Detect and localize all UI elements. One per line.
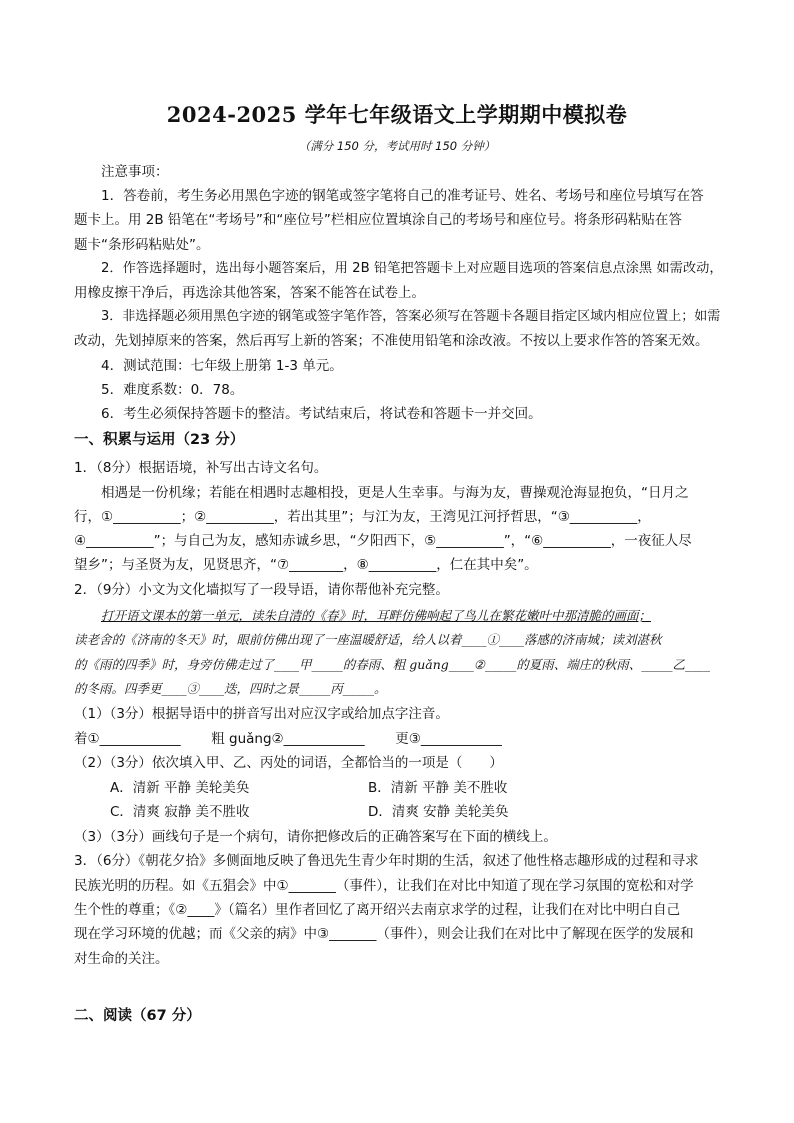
notes-line: 4．测试范围：七年级上册第 1-3 单元。: [101, 358, 343, 374]
q3-line: 对生命的关注。: [74, 951, 169, 967]
q2-stem: 2．（9分）小文为文化墙拟写了一段导语，请你帮他补充完整。: [74, 582, 449, 598]
exam-subtitle: （满分 150 分，考试用时 150 分钟）: [298, 139, 496, 153]
notes-line: 1．答卷前，考生务必用黑色字迹的钢笔或签字笔将自己的准考证号、姓名、考场号和座位号填写在答: [101, 188, 704, 204]
option-c[interactable]: C．清爽 寂静 美不胜收: [110, 804, 250, 820]
q2-option-row: [110, 802, 725, 822]
q3-line: 3．（6分）《朝花夕拾》多侧面地反映了鲁迅先生青少年时期的生活，叙述了他性格志趣形成的过程和寻求: [74, 853, 699, 869]
notes-line: 改动，先划掉原来的答案，然后再写上新的答案；不准使用铅笔和涂改液。不按以上要求作答的答案无效。: [74, 333, 709, 349]
fill-blank-1[interactable]: 着①____________: [74, 731, 181, 747]
notes-line: 5．难度系数：0．78。: [101, 382, 244, 398]
notes-line: 题卡上。用 2B 铅笔在“考场号”和“座位号”栏相应位置填涂自己的考场号和座位号。将条形码粘贴在答: [74, 212, 682, 228]
q1-stem: 1．（8分）根据语境，补写出古诗文名句。: [74, 460, 328, 476]
exam-title: 2024-2025 学年七年级语文上学期期中模拟卷: [166, 102, 628, 127]
q2-sub1: （1）（3分）根据导语中的拼音写出对应汉字或给加点字注音。: [74, 706, 449, 722]
q2-option-row: [110, 778, 725, 798]
option-b[interactable]: B．清新 平静 美不胜收: [368, 780, 508, 796]
q3-line: 现在学习环境的优越；而《父亲的病》中③_______（事件），则会让我们在对比中了解现在医学的发展和: [74, 926, 694, 942]
notes-line: 2．作答选择题时，选出每小题答案后，用 2B 铅笔把答题卡上对应题目选项的答案信息点涂黑 如需改动，: [101, 261, 723, 276]
q1-line: ④__________”；与自己为友，感知赤诚乡思，“夕阳西下，⑤__________”，“⑥__________，一夜征人尽: [74, 533, 692, 549]
q1-line: 行，①__________；②__________，若出其里”；与江为友，王湾见江河抒哲思，“③__________，: [74, 509, 651, 525]
option-d[interactable]: D．清爽 安静 美轮美奂: [368, 804, 509, 820]
q2-fill-row: [74, 729, 724, 749]
section1-heading: 一、积累与运用（23 分）: [74, 432, 245, 448]
option-a[interactable]: A．清新 平静 美轮美奂: [110, 780, 250, 796]
q2-sub2: （2）（3分）依次填入甲、乙、丙处的词语，全都恰当的一项是（ ）: [74, 755, 503, 771]
q2-passage-line: [101, 606, 725, 626]
notes-heading: 注意事项：: [101, 164, 169, 180]
fill-blank-3[interactable]: 更③____________: [395, 731, 502, 747]
section2-heading: 二、阅读（67 分）: [74, 1008, 201, 1024]
notes-line: 题卡“条形码粘贴处”。: [74, 237, 210, 253]
q2-passage-line: 的《雨的四季》时，身旁仿佛走过了____甲_____的春雨、粗 guǎng____②_____的夏雨、端庄的秋雨、_____乙____: [74, 657, 710, 672]
q2-passage-line: 的冬雨。四季更____③____迭，四时之景_____丙_____。: [74, 681, 387, 696]
q3-line: 生个性的尊重；《②____》（篇名）里作者回忆了离开绍兴去南京求学的过程，让我们在对比中明白自己: [74, 902, 681, 918]
q2-sick-sentence: 打开语文课本的第一单元，读朱自清的《春》时，耳畔仿佛响起了鸟儿在繁花嫩叶中那清脆的画面；: [101, 608, 652, 623]
q1-line: 相遇是一份机缘；若能在相遇时志趣相投，更是人生幸事。与海为友，曹操观沧海显抱负，“日月之: [101, 485, 689, 501]
q2-sub3: （3）（3分）画线句子是一个病句，请你把修改后的正确答案写在下面的横线上。: [74, 829, 557, 845]
notes-line: 6．考生必须保持答题卡的整洁。考试结束后，将试卷和答题卡一并交回。: [101, 406, 542, 422]
q1-line: 望乡”；与圣贤为友，见贤思齐，“⑦________，⑧__________，仁在其中矣”。: [74, 557, 538, 573]
notes-line: 3．非选择题必须用黑色字迹的钢笔或签字笔作答，答案必须写在答题卡各题目指定区域内相应位置上；如需: [101, 309, 721, 324]
fill-blank-2[interactable]: 粗 guǎng②____________: [211, 731, 365, 747]
q3-line: 民族光明的历程。如《五猖会》中①_______（事件），让我们在对比中知道了现在学习氛围的宽松和对学: [74, 878, 694, 894]
notes-line: 用橡皮擦干净后，再选涂其他答案，答案不能答在试卷上。: [74, 285, 425, 301]
q2-passage-line: 读老舍的《济南的冬天》时，眼前仿佛出现了一座温暖舒适，给人以着____①____落感的济南城；读刘湛秋: [74, 632, 662, 647]
